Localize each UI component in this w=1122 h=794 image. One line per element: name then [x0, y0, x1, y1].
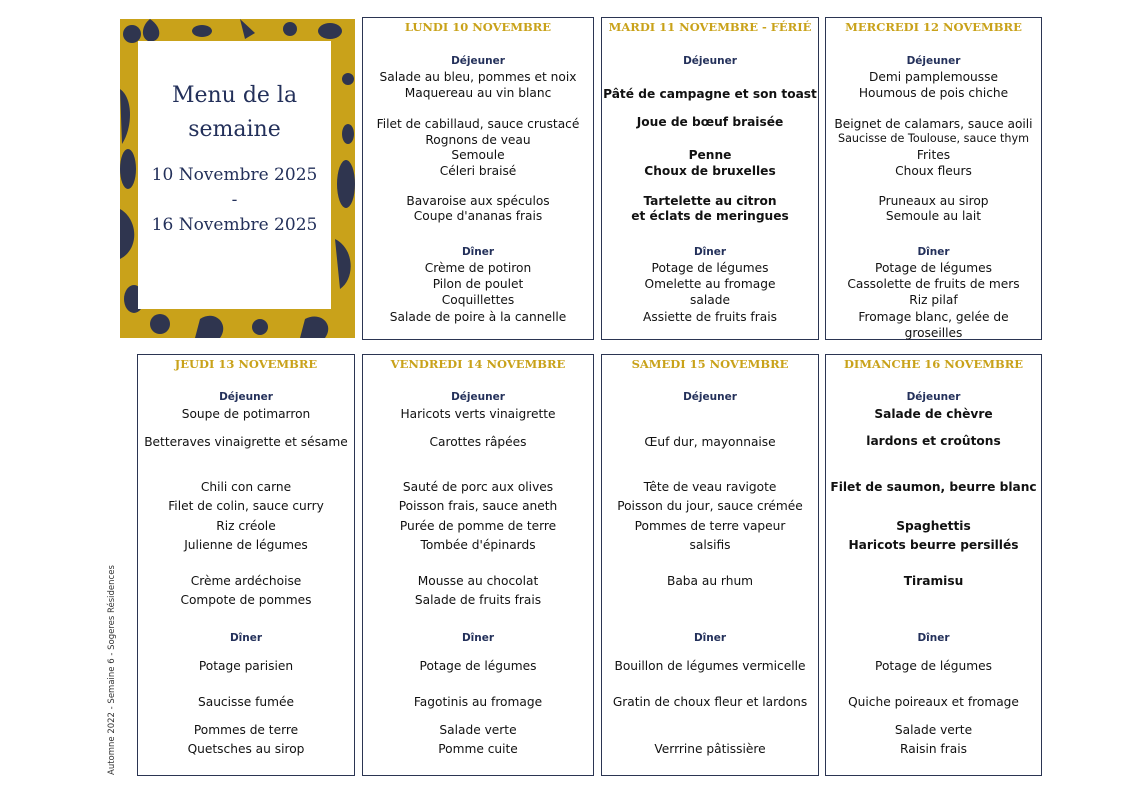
menu-item: Crème de potiron [424, 261, 532, 275]
menu-item: Haricots beurre persillés [848, 538, 1019, 552]
menu-item: Fagotinis au fromage [413, 695, 543, 709]
menu-item: lardons et croûtons [866, 434, 1001, 448]
menu-item: Riz pilaf [909, 293, 958, 307]
day-panel [825, 354, 1042, 776]
day-panel [601, 17, 819, 340]
menu-item: Poisson du jour, sauce crémée [617, 499, 803, 513]
day-panel [825, 17, 1042, 340]
menu-item: Quetsches au sirop [187, 742, 305, 756]
menu-item: Filet de cabillaud, sauce crustacé [376, 117, 580, 131]
menu-item: Potage de légumes [875, 261, 992, 275]
day-title: JEUDI 13 NOVEMBRE [174, 357, 318, 371]
menu-item: Soupe de potimarron [181, 407, 311, 421]
menu-item: Joue de bœuf braisée [636, 115, 784, 129]
menu-item: Houmous de pois chiche [858, 86, 1009, 100]
menu-item: Potage de légumes [651, 261, 769, 275]
meal-section-label: Dîner [917, 246, 950, 258]
menu-item: Compote de pommes [180, 593, 312, 607]
menu-item: Potage de légumes [419, 659, 537, 673]
day-title: LUNDI 10 NOVEMBRE [404, 20, 552, 34]
menu-item: Crème ardéchoise [190, 574, 302, 588]
menu-item: Pommes de terre [193, 723, 299, 737]
menu-item: Salade de fruits frais [414, 593, 542, 607]
menu-item: Salade verte [439, 723, 517, 737]
menu-item: Quiche poireaux et fromage [848, 695, 1019, 709]
menu-item: Baba au rhum [666, 574, 754, 588]
meal-section-label: Dîner [461, 632, 495, 644]
menu-item: Choux de bruxelles [644, 164, 776, 178]
menu-item: Mousse au chocolat [417, 574, 539, 588]
meal-section-label: Dîner [693, 632, 727, 644]
day-panel [362, 354, 594, 776]
cover-date-start: 10 Novembre 2025 [151, 165, 318, 185]
menu-item: Penne [688, 148, 732, 162]
menu-item: Raisin frais [900, 742, 967, 756]
menu-item: Beignet de calamars, sauce aoili [834, 117, 1033, 131]
menu-item: Tête de veau ravigote [643, 480, 777, 494]
menu-item: Rognons de veau [425, 133, 531, 147]
menu-item: Omelette au fromage [644, 277, 776, 291]
side-caption: Automne 2022 - Semaine 6 - Sogeres Résidences [107, 565, 117, 775]
cover-title [138, 79, 331, 147]
cover-title-line1: Menu de la [171, 83, 298, 108]
menu-item: Cassolette de fruits de mers [847, 277, 1020, 291]
meal-section-label: Dîner [461, 246, 495, 258]
menu-item: Semoule au lait [885, 209, 982, 223]
meal-section-label: Dîner [229, 632, 263, 644]
menu-item: Bouillon de légumes vermicelle [614, 659, 806, 673]
menu-item: Assiette de fruits frais [643, 310, 777, 324]
menu-item: salade [690, 293, 730, 307]
menu-item: Riz créole [216, 519, 276, 533]
menu-item: Spaghettis [896, 519, 971, 533]
menu-item: Saucisse fumée [198, 695, 294, 709]
cover-date-end: 16 Novembre 2025 [151, 215, 318, 235]
meal-section-label: Déjeuner [451, 55, 505, 67]
cover-card [138, 41, 331, 309]
day-title: MARDI 11 NOVEMBRE - FÉRIÉ [608, 20, 812, 34]
meal-section-label: Déjeuner [451, 391, 505, 403]
day-panel [137, 354, 355, 776]
menu-item: salsifis [689, 538, 731, 552]
day-title: DIMANCHE 16 NOVEMBRE [843, 357, 1024, 371]
menu-item: Semoule [451, 148, 505, 162]
day-title: MERCREDI 12 NOVEMBRE [845, 20, 1022, 34]
menu-item: Filet de colin, sauce curry [168, 499, 324, 513]
day-panel [362, 17, 594, 340]
menu-item: et éclats de meringues [631, 209, 789, 223]
menu-item: Coquillettes [441, 293, 515, 307]
meal-section-label: Dîner [917, 632, 950, 644]
menu-item: Demi pamplemousse [869, 70, 998, 84]
menu-item: Salade de poire à la cannelle [389, 310, 567, 324]
menu-item: Œuf dur, mayonnaise [644, 435, 776, 449]
menu-item: Julienne de légumes [184, 538, 308, 552]
menu-item: Betteraves vinaigrette et sésame [144, 435, 348, 449]
menu-item: Salade de chèvre [874, 407, 993, 421]
menu-item: Fromage blanc, gelée de [858, 310, 1009, 324]
menu-item: Pilon de poulet [432, 277, 524, 291]
meal-section-label: Déjeuner [906, 391, 961, 403]
meal-section-label: Déjeuner [906, 55, 961, 67]
menu-item: Saucisse de Toulouse, sauce thym [837, 132, 1030, 145]
menu-item: Chili con carne [200, 480, 292, 494]
menu-item: Bavaroise aux spéculos [406, 194, 550, 208]
cover-title-line2: semaine [188, 117, 281, 142]
menu-item: Tombée d'épinards [420, 538, 536, 552]
menu-item: Filet de saumon, beurre blanc [830, 480, 1037, 494]
menu-item: Pâté de campagne et son toast [603, 87, 817, 101]
menu-item: Verrrine pâtissière [654, 742, 766, 756]
menu-item: Gratin de choux fleur et lardons [612, 695, 808, 709]
menu-item: Tiramisu [903, 574, 964, 588]
meal-section-label: Déjeuner [219, 391, 273, 403]
menu-item: Coupe d'ananas frais [413, 209, 543, 223]
day-title: VENDREDI 14 NOVEMBRE [390, 357, 566, 371]
menu-item: Frites [916, 148, 951, 162]
meal-section-label: Déjeuner [683, 391, 737, 403]
menu-item: Poisson frais, sauce aneth [398, 499, 558, 513]
meal-section-label: Déjeuner [683, 55, 737, 67]
menu-item: Carottes râpées [429, 435, 527, 449]
menu-item: Sauté de porc aux olives [402, 480, 554, 494]
menu-item: Purée de pomme de terre [399, 519, 557, 533]
cover-panel [120, 19, 355, 338]
meal-section-label: Dîner [693, 246, 727, 258]
day-title: SAMEDI 15 NOVEMBRE [631, 357, 789, 371]
menu-item: Salade au bleu, pommes et noix [379, 70, 577, 84]
cover-date-separator: - [231, 190, 238, 210]
menu-item: Potage de légumes [875, 659, 992, 673]
menu-item: Céleri braisé [439, 164, 517, 178]
menu-item: Haricots verts vinaigrette [400, 407, 556, 421]
menu-item: Choux fleurs [895, 164, 972, 178]
menu-item: Salade verte [894, 723, 973, 737]
menu-item: Tartelette au citron [643, 194, 777, 208]
menu-item: Maquereau au vin blanc [404, 86, 552, 100]
menu-item: Pruneaux au sirop [878, 194, 989, 208]
menu-item: Potage parisien [198, 659, 294, 673]
day-panel [601, 354, 819, 776]
menu-item: groseilles [904, 326, 963, 340]
menu-item: Pommes de terre vapeur [634, 519, 786, 533]
menu-item: Pomme cuite [438, 742, 518, 756]
